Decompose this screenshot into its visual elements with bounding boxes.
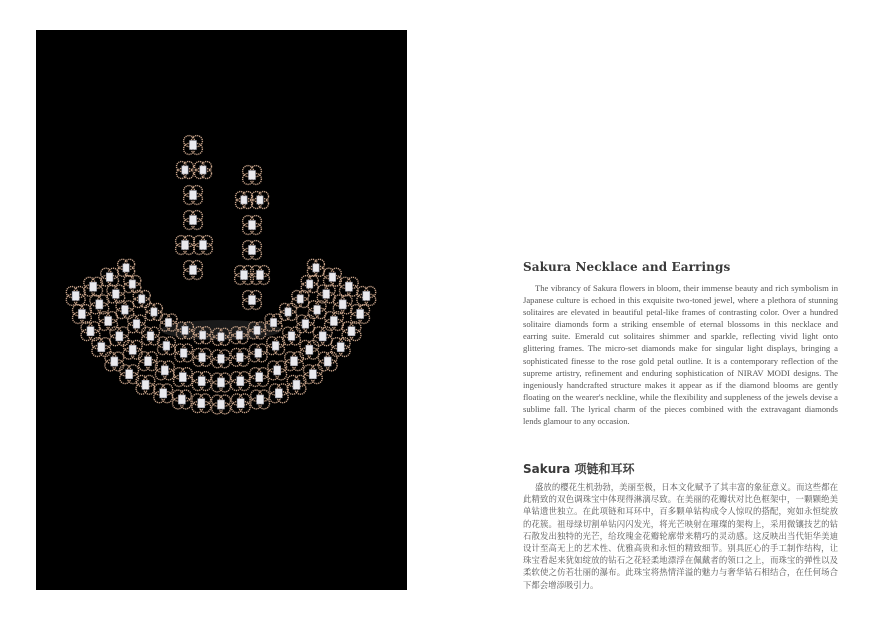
necklace-flower — [192, 394, 211, 413]
necklace-flower — [342, 322, 361, 341]
necklace-flower — [173, 390, 192, 409]
english-description: The vibrancy of Sakura flowers in bloom, their immense beauty and rich symbolism in Japanese culture is echoed in this exquisite two-toned jewel, where a plethora of stunning solitaires are elevated in beautiful petal-like frames of contrasting color. Over a hundred solitaire diamonds form a striking ensemble of eternal blossoms in this necklace and earring suite. Emerald cut solitaires shimmer and sparkle, reflecting vivid light onto glittering frames. The micro-set diamonds make for singular light displays, bringing a sophisticated finesse to the rose gold petal outline. It is a contemporary reflection of the supreme artistry, refinement and enduring sophistication of NIRAV MODI designs. The ingeniously handcrafted structure makes it appear as if the diamond blooms are gently floating on the wearer's neckline, while the flexibility and suppleness of the jewels devise a sublime fall. The lyrical charm of the pieces combined with the extravagant diamonds lends glamour to any occasion. — [523, 283, 838, 427]
necklace-flower — [313, 327, 332, 346]
necklace-flower — [231, 394, 250, 413]
necklace-flower — [212, 350, 230, 368]
necklace-flower — [340, 277, 359, 296]
necklace-flower — [174, 368, 193, 387]
necklace-flower — [155, 361, 174, 380]
necklace-flower — [268, 361, 287, 380]
necklace-flower — [118, 259, 135, 276]
necklace-flower — [66, 287, 85, 306]
earring-right-flower — [236, 192, 253, 209]
earring-left-flower — [195, 162, 212, 179]
necklace-flower — [84, 277, 103, 296]
necklace-flower — [231, 348, 249, 366]
necklace-flower — [90, 295, 109, 314]
earring-left-flower — [177, 162, 194, 179]
necklace-flower — [154, 384, 173, 403]
necklace-flower — [101, 268, 119, 286]
necklace-flower — [307, 259, 324, 276]
earring-left-flower — [176, 236, 195, 255]
necklace-flower — [249, 344, 267, 362]
earring-right-flower — [243, 166, 262, 185]
necklace-flower — [192, 372, 211, 391]
necklace-flower — [251, 390, 270, 409]
necklace-flower — [357, 287, 376, 306]
necklace-flower — [267, 337, 285, 355]
necklace-flower — [110, 327, 129, 346]
necklace-flower — [212, 373, 231, 392]
necklace-flower — [283, 327, 301, 345]
necklace-and-earrings-image — [36, 30, 407, 590]
necklace-flower — [231, 372, 250, 391]
earring-left-flower — [184, 261, 203, 280]
necklace-flower — [269, 384, 288, 403]
earring-right-flower — [243, 241, 262, 260]
necklace-flower — [333, 295, 352, 314]
earring-right-flower — [243, 216, 262, 235]
earring-left-flower — [194, 236, 213, 255]
necklace-flower — [212, 395, 231, 414]
necklace-flower — [158, 337, 176, 355]
necklace-flower — [105, 352, 124, 371]
necklace-flower — [193, 348, 211, 366]
earring-left-flower — [184, 136, 203, 155]
necklace-flower — [133, 291, 150, 308]
necklace-flower — [324, 268, 342, 286]
necklace-flower — [285, 352, 304, 371]
earring-right-flower — [252, 192, 269, 209]
english-title: Sakura Necklace and Earrings — [523, 260, 731, 274]
earring-left-flower — [184, 211, 203, 230]
necklace-flower — [351, 305, 370, 324]
earring-left-flower — [184, 186, 203, 205]
jewelry-illustration — [36, 30, 407, 590]
chinese-description: 盛放的樱花生机勃勃，美丽至极，日本文化赋予了其丰富的象征意义。而这些都在此精致的双色调珠宝中体现得淋漓尽致。在美丽的花瓣状对比色框架中，一颗颗绝美单钻遗世独立。在此项链和耳环中，百多颗单钻构成令人惊叹的搭配，宛如永恒绽放的花簇。祖母绿切割单钻闪闪发光，将光芒映射在璀璨的架构上，采用微镶技艺的钻石散发出独特的光芒，给玫瑰金花瓣轮廓带来精巧的灵动感。这反映出当代钜华美迪设计至高无上的艺术性、优雅高贵和永恒的精致细节。别具匠心的手工制作结构，让珠宝看起来犹如绽放的钻石之花轻柔地漂浮在佩戴者的领口之上，而珠宝的弹性以及柔软使之仿若壮丽的瀑布。此珠宝将热情洋溢的魅力与奢华钻石相结合，在任何场合下都会增添吸引力。 — [523, 482, 838, 590]
necklace-flower — [175, 344, 193, 362]
necklace-flower — [73, 305, 92, 324]
earring-right-flower — [243, 291, 262, 310]
necklace-flower — [250, 368, 269, 387]
chinese-title: Sakura 项链和耳环 — [523, 462, 635, 476]
